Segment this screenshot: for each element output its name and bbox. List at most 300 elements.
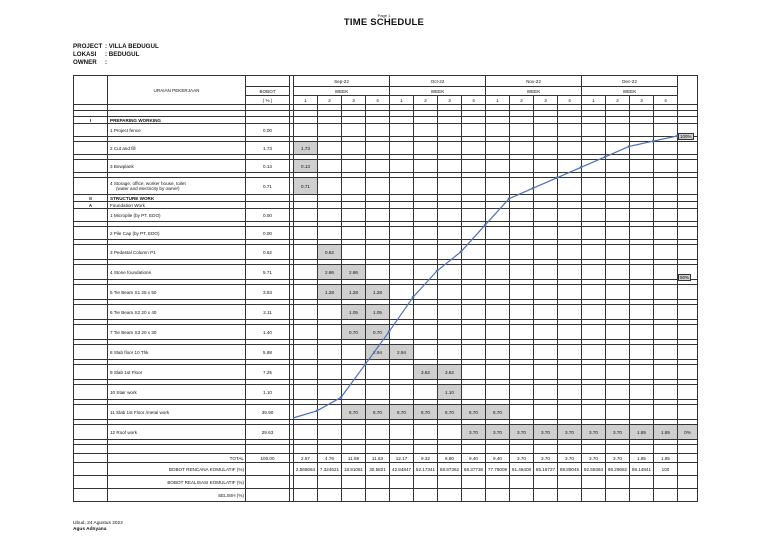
table-cell: [342, 142, 366, 155]
table-cell: [678, 445, 698, 454]
table-cell: [558, 142, 582, 155]
table-cell: [534, 245, 558, 260]
totals-week: 9.32: [414, 454, 438, 463]
schedule-bar: 5.70: [414, 405, 438, 420]
table-cell: [294, 245, 318, 260]
table-cell: [486, 124, 510, 137]
table-cell: [318, 305, 342, 320]
table-cell: [486, 142, 510, 155]
table-cell: [630, 445, 654, 454]
table-cell: [438, 489, 462, 502]
table-cell: [294, 285, 318, 300]
table-cell: [390, 285, 414, 300]
table-cell: [390, 160, 414, 173]
table-cell: [606, 305, 630, 320]
table-cell: [318, 445, 342, 454]
table-cell: [678, 476, 698, 489]
table-cell: [678, 142, 698, 155]
table-cell: [390, 476, 414, 489]
table-cell: [462, 209, 486, 222]
table-cell: [462, 305, 486, 320]
schedule-bar: 2.94: [366, 345, 390, 360]
table-cell: [486, 489, 510, 502]
totals-week: 9.40: [462, 454, 486, 463]
table-cell: [582, 489, 606, 502]
schedule-bar: 1.10: [438, 385, 462, 400]
location-value: : BEDUGUL: [105, 51, 140, 58]
table-cell: [462, 195, 486, 202]
row-description: 4 Stone foundations: [108, 265, 246, 280]
table-cell: [678, 227, 698, 240]
table-cell: [534, 489, 558, 502]
header-month: Nov-22: [486, 76, 582, 87]
row-number: A: [74, 202, 108, 209]
cumulative-week: 85.18727: [534, 463, 558, 476]
table-cell: [294, 124, 318, 137]
table-cell: [366, 160, 390, 173]
totals-week: 3.70: [534, 454, 558, 463]
table-cell: [654, 405, 678, 420]
table-cell: [462, 445, 486, 454]
table-cell: [486, 117, 510, 124]
signature-block: [73, 521, 123, 533]
table-cell: [534, 325, 558, 340]
owner-row: [73, 59, 107, 67]
table-cell: [630, 305, 654, 320]
schedule-bar: 3.70: [510, 425, 534, 440]
row-description: 12 Roof work: [108, 425, 246, 440]
table-cell: [74, 454, 108, 463]
row-bobot: 3.83: [246, 285, 290, 300]
row-number: [74, 209, 108, 222]
table-cell: [390, 202, 414, 209]
row-bobot: 1.40: [246, 325, 290, 340]
table-cell: [486, 265, 510, 280]
table-cell: [342, 160, 366, 173]
header-week-number: 3: [534, 96, 558, 105]
table-cell: [366, 195, 390, 202]
table-cell: [462, 265, 486, 280]
table-cell: [606, 202, 630, 209]
table-cell: [366, 476, 390, 489]
table-cell: [462, 245, 486, 260]
table-cell: [438, 285, 462, 300]
table-cell: [74, 463, 108, 476]
spacer-row: [74, 445, 698, 454]
schedule-bar: 0.70: [342, 325, 366, 340]
table-row: [74, 209, 698, 222]
table-cell: [534, 476, 558, 489]
table-row: [74, 117, 698, 124]
table-cell: [582, 325, 606, 340]
location-label: LOKASI: [73, 51, 97, 58]
table-cell: [630, 209, 654, 222]
table-cell: [414, 245, 438, 260]
row-description-line: 4 Storage, office, worker house, toilet: [110, 181, 186, 186]
table-cell: [342, 227, 366, 240]
table-cell: [246, 463, 290, 476]
schedule-bar: 5.70: [462, 405, 486, 420]
totals-week: 3.70: [582, 454, 606, 463]
table-cell: [654, 345, 678, 360]
table-cell: [510, 209, 534, 222]
table-cell: [294, 305, 318, 320]
table-cell: [294, 345, 318, 360]
table-cell: [342, 425, 366, 440]
table-cell: [462, 385, 486, 400]
row-bobot: 39.90: [246, 405, 290, 420]
table-cell: [534, 265, 558, 280]
table-cell: [462, 117, 486, 124]
table-cell: [414, 209, 438, 222]
table-cell: [342, 117, 366, 124]
totals-row: [74, 454, 698, 463]
project-value: : VILLA BEDUGUL: [105, 43, 159, 50]
table-cell: [630, 160, 654, 173]
table-cell: [606, 160, 630, 173]
row-description: 3 Pedestal Column P1: [108, 245, 246, 260]
table-cell: [654, 160, 678, 173]
table-cell: [582, 178, 606, 195]
table-cell: [342, 178, 366, 195]
schedule-bar: 1.05: [342, 305, 366, 320]
row-number: [74, 142, 108, 155]
table-cell: [606, 325, 630, 340]
schedule-bar: 1.28: [366, 285, 390, 300]
totals-week: 6.80: [438, 454, 462, 463]
table-cell: [534, 385, 558, 400]
table-cell: [606, 265, 630, 280]
table-cell: [438, 345, 462, 360]
row-description: 7 Tie Beam S3 20 x 30: [108, 325, 246, 340]
table-cell: [630, 489, 654, 502]
cumulative-week: 52.17341: [414, 463, 438, 476]
row-number: [74, 124, 108, 137]
row-number: [74, 178, 108, 195]
table-row: [74, 325, 698, 340]
table-cell: [510, 117, 534, 124]
table-cell: [510, 124, 534, 137]
table-cell: [318, 425, 342, 440]
cumulative-row: [74, 463, 698, 476]
table-cell: [390, 195, 414, 202]
table-row: [74, 285, 698, 300]
table-cell: [678, 202, 698, 209]
table-cell: [558, 285, 582, 300]
table-cell: [534, 209, 558, 222]
cumulative-week: 77.78009: [486, 463, 510, 476]
row-description: 8 Slab floor 10 Thk: [108, 345, 246, 360]
table-cell: [294, 385, 318, 400]
totals-week: 9.40: [486, 454, 510, 463]
table-cell: [486, 445, 510, 454]
schedule-bar: 1.28: [342, 285, 366, 300]
row-description: 5 Tie Beam S1 25 x 50: [108, 285, 246, 300]
document-title: TIME SCHEDULE: [343, 17, 425, 28]
table-cell: [366, 209, 390, 222]
table-row: [74, 265, 698, 280]
cumulative-week: 98.14841: [630, 463, 654, 476]
table-cell: [246, 476, 290, 489]
totals-week: 3.70: [510, 454, 534, 463]
row-bobot: 0.00: [246, 227, 290, 240]
row-number: [74, 365, 108, 380]
table-cell: [294, 227, 318, 240]
header-week-label: WEEK: [486, 87, 582, 96]
table-cell: [558, 365, 582, 380]
schedule-table: [73, 75, 698, 502]
row-bobot: 29.63: [246, 425, 290, 440]
row-description: Foundation Work: [108, 202, 246, 209]
table-cell: [438, 142, 462, 155]
schedule-bar: 0.70: [366, 325, 390, 340]
table-cell: [678, 454, 698, 463]
table-cell: [654, 142, 678, 155]
table-cell: [318, 227, 342, 240]
row-description: 2 Pile Cap (by PT. EDO): [108, 227, 246, 240]
table-cell: [318, 195, 342, 202]
table-cell: [294, 209, 318, 222]
table-cell: [294, 445, 318, 454]
table-cell: [414, 476, 438, 489]
table-cell: [510, 227, 534, 240]
table-cell: [74, 476, 108, 489]
table-cell: [390, 305, 414, 320]
header-uraian: URAIAN PEKERJAAN: [108, 76, 246, 105]
table-cell: [534, 124, 558, 137]
table-cell: [582, 305, 606, 320]
header-month: Dec-22: [582, 76, 678, 87]
table-cell: [582, 209, 606, 222]
table-cell: [486, 195, 510, 202]
curve-label-50: 50%: [680, 275, 690, 280]
table-cell: [510, 285, 534, 300]
table-cell: [654, 325, 678, 340]
header-week-number: 2: [414, 96, 438, 105]
table-cell: [342, 124, 366, 137]
table-row: [74, 178, 698, 195]
row-bobot: 0.00: [246, 124, 290, 137]
schedule-bar: 2.94: [390, 345, 414, 360]
table-cell: [414, 489, 438, 502]
row-description: 10 Stair work: [108, 385, 246, 400]
cumulative-week: 7.324621: [318, 463, 342, 476]
schedule-bar: 3.70: [582, 425, 606, 440]
table-row: [74, 195, 698, 202]
table-cell: [438, 305, 462, 320]
table-cell: [318, 160, 342, 173]
table-cell: [390, 365, 414, 380]
table-cell: [486, 160, 510, 173]
row-description: 2 Cut and fill: [108, 142, 246, 155]
table-cell: [366, 245, 390, 260]
table-cell: [534, 227, 558, 240]
table-cell: [366, 365, 390, 380]
table-cell: [510, 445, 534, 454]
header-week-number: 1: [294, 96, 318, 105]
table-cell: [414, 445, 438, 454]
schedule-bar: 5.70: [342, 405, 366, 420]
table-row: [74, 305, 698, 320]
table-cell: [630, 202, 654, 209]
cumulative-week: 42.84847: [390, 463, 414, 476]
cumulative-week: 58.97362: [438, 463, 462, 476]
schedule-bar: 3.70: [606, 425, 630, 440]
table-row: [74, 160, 698, 173]
table-cell: [462, 285, 486, 300]
table-cell: [606, 142, 630, 155]
table-cell: [654, 117, 678, 124]
table-cell: [486, 385, 510, 400]
table-cell: [558, 476, 582, 489]
table-cell: [438, 445, 462, 454]
table-cell: [558, 195, 582, 202]
schedule-bar: 2.86: [318, 265, 342, 280]
table-cell: [582, 142, 606, 155]
table-cell: [438, 425, 462, 440]
table-cell: [606, 405, 630, 420]
table-cell: [582, 365, 606, 380]
table-cell: [534, 285, 558, 300]
table-cell: [630, 345, 654, 360]
table-cell: [318, 345, 342, 360]
row-number: [74, 405, 108, 420]
schedule-bar: 3.70: [486, 425, 510, 440]
table-cell: [414, 385, 438, 400]
table-cell: [462, 202, 486, 209]
table-cell: [534, 445, 558, 454]
signature-name: Agus Adnyana: [73, 527, 107, 532]
table-cell: [390, 445, 414, 454]
totals-week: 2.57: [294, 454, 318, 463]
table-cell: [486, 325, 510, 340]
table-cell: [462, 227, 486, 240]
header-bobot-label: BOBOT: [246, 87, 290, 96]
table-cell: [438, 124, 462, 137]
table-cell: [390, 227, 414, 240]
totals-bobot: 100.00: [246, 454, 290, 463]
table-cell: [342, 365, 366, 380]
table-cell: [606, 227, 630, 240]
schedule-bar: 3.62: [438, 365, 462, 380]
schedule-bar: 5.70: [438, 405, 462, 420]
table-row: [74, 385, 698, 400]
table-cell: [318, 385, 342, 400]
table-cell: [606, 245, 630, 260]
table-cell: [462, 365, 486, 380]
cumulative-week: 96.29682: [606, 463, 630, 476]
page-number: Page 1: [377, 13, 391, 18]
schedule-bar: 0.71: [294, 178, 318, 195]
table-cell: [366, 489, 390, 502]
table-cell: [510, 305, 534, 320]
header-week-number: 4: [366, 96, 390, 105]
table-cell: [366, 425, 390, 440]
table-cell: [342, 209, 366, 222]
table-cell: [318, 325, 342, 340]
table-cell: [534, 178, 558, 195]
table-row: [74, 245, 698, 260]
table-cell: [654, 227, 678, 240]
table-cell: [678, 160, 698, 173]
schedule-bar: 5.70: [390, 405, 414, 420]
table-cell: [606, 365, 630, 380]
row-bobot: 1.10: [246, 385, 290, 400]
schedule-bar: 3.70: [462, 425, 486, 440]
table-cell: [582, 124, 606, 137]
table-cell: [366, 124, 390, 137]
table-cell: [486, 476, 510, 489]
table-cell: [414, 142, 438, 155]
header-week-label: WEEK: [294, 87, 390, 96]
header-week-number: 3: [342, 96, 366, 105]
table-cell: [342, 195, 366, 202]
table-cell: [630, 117, 654, 124]
table-cell: [390, 117, 414, 124]
table-cell: [414, 160, 438, 173]
table-cell: [654, 195, 678, 202]
table-cell: [462, 142, 486, 155]
table-cell: [678, 325, 698, 340]
table-cell: [654, 305, 678, 320]
totals-week: 1.85: [654, 454, 678, 463]
table-cell: [414, 202, 438, 209]
signature-place-date: Ubud, 24 Agustus 2022: [73, 521, 123, 526]
row-bobot: [246, 195, 290, 202]
table-cell: [486, 245, 510, 260]
table-cell: [390, 325, 414, 340]
header-month: Sep-22: [294, 76, 390, 87]
row-description: STRUCTURE WORK: [108, 195, 246, 202]
totals-week: 3.70: [606, 454, 630, 463]
table-cell: [510, 385, 534, 400]
table-cell: [342, 489, 366, 502]
row-number: [74, 227, 108, 240]
table-cell: [630, 124, 654, 137]
table-cell: [678, 365, 698, 380]
table-cell: [438, 245, 462, 260]
table-cell: [630, 178, 654, 195]
table-cell: [534, 345, 558, 360]
cumulative-label: BOBOT RENCANA KOMULATIF (%): [108, 463, 246, 476]
table-cell: [534, 365, 558, 380]
table-cell: [678, 385, 698, 400]
header-week-number: 4: [654, 96, 678, 105]
table-cell: [678, 463, 698, 476]
header-no: [74, 76, 108, 105]
header-bobot-unit: ( % ): [246, 96, 290, 105]
table-cell: [462, 489, 486, 502]
row-bobot: 0.13: [246, 160, 290, 173]
cumulative-week: 30.5821: [366, 463, 390, 476]
table-cell: [486, 345, 510, 360]
schedule-bar: 1.73: [294, 142, 318, 155]
table-cell: [582, 265, 606, 280]
table-cell: [654, 178, 678, 195]
table-cell: [438, 227, 462, 240]
table-cell: [342, 445, 366, 454]
table-cell: [438, 195, 462, 202]
table-cell: [462, 476, 486, 489]
schedule-bar: 0.13: [294, 160, 318, 173]
table-cell: [630, 265, 654, 280]
table-cell: [414, 265, 438, 280]
header-week-number: 3: [630, 96, 654, 105]
table-cell: [462, 124, 486, 137]
table-cell: [510, 325, 534, 340]
header-week-number: 4: [558, 96, 582, 105]
table-cell: [414, 124, 438, 137]
